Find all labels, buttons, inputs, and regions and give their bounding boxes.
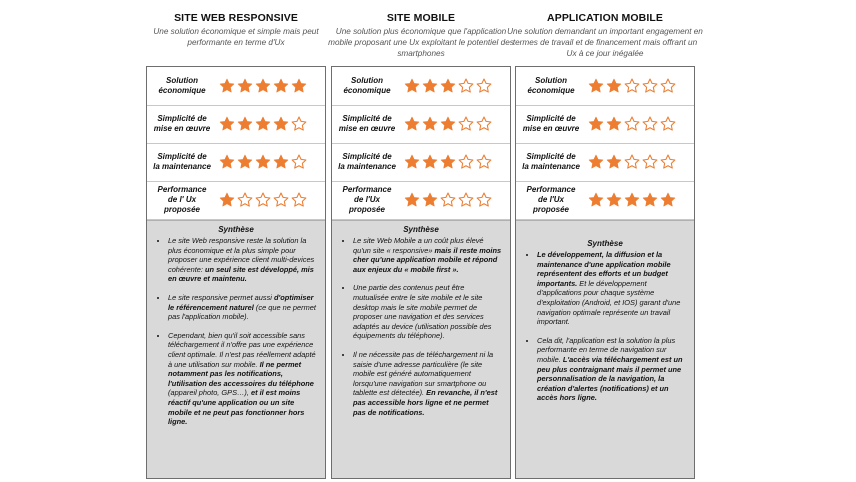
column-title: SITE WEB RESPONSIVE [174,12,298,24]
row-label: Simplicité de la maintenance [338,152,396,171]
star-rating [588,67,676,105]
rating-panel [146,66,326,479]
row-label: Performance de l' Ux proposée [157,185,207,214]
row-label: Simplicité de mise en œuvre [522,114,580,133]
row-label: Solution économique [343,76,391,95]
bullet-text-bold: et il est moins réactif qu'une application ou un site mobile et ne peut pas fonctionner hors ligne. [168,388,305,427]
synthese-box [516,220,694,478]
bullet-text: Cela dit, l'application est la solution la plus performante en terme de navigation sur mobile. [537,335,676,364]
star-outline-icon [624,116,640,132]
star-filled-icon [422,192,438,208]
rating-row-performance-ux [332,181,510,220]
star-outline-icon [458,154,474,170]
star-outline-icon [476,192,492,208]
row-label: Solution économique [527,76,575,95]
rating-row-maintenance [147,143,325,182]
star-filled-icon [404,192,420,208]
column-subtitle: Une solution demandant un important engagement en termes de travail et de financement mais offrant un Ux à ce jour inégalée [507,27,703,58]
bullet-text-bold: un seul site est développé, mis en œuvre et maintenu. [168,264,314,284]
bullet-text-bold: Il ne permet notamment pas les notifications, l'utilisation des accessoires du téléphone [168,359,314,388]
synthese-title: Synthèse [587,239,623,248]
bullet-text: Il ne nécessite pas de téléchargement ni la saisie d'une adresse particulière (le site mobile est généré automatiquement lorsqu'une navigation sur smartphone ou tablette est détectée). [353,349,494,398]
star-outline-icon [291,154,307,170]
synthese-box [332,220,510,478]
star-filled-icon [404,78,420,94]
synthese-list [524,250,686,403]
rating-row-economique [147,67,325,106]
star-outline-icon [255,192,271,208]
star-filled-icon [422,116,438,132]
star-filled-icon [624,192,640,208]
synthese-bullet [537,336,686,403]
bullet-text: (appareil photo, GPS…), [168,388,251,398]
bullet-text: Le site Web Mobile a un coût plus élevé qu'un site « responsive» [353,236,484,255]
row-label: Solution économique [158,76,206,95]
rating-row-performance-ux [147,181,325,220]
star-outline-icon [624,154,640,170]
star-filled-icon [606,192,622,208]
bullet-text-bold: mais il reste moins cher qu'une application mobile et répond aux enjeux du « mobile first ». [353,245,502,274]
bullet-text: Et le développement d'applications pour chaque système d'exploitation (Android, et IOS) garant d'une navigation optimale représente un travail important. [537,278,681,327]
synthese-bullet [353,236,502,274]
synthese-bullet [168,236,317,284]
star-filled-icon [606,78,622,94]
rating-row-performance-ux [516,181,694,220]
star-rating [219,67,307,105]
star-rating [219,143,307,181]
rating-panel [515,66,695,479]
synthese-bullet [168,293,317,322]
star-outline-icon [624,78,640,94]
bullet-text: Le site responsive permet aussi [168,292,274,302]
column-subtitle: Une solution plus économique que l'application mobile proposant une Ux exploitant le potentiel des smartphones [328,27,514,58]
star-rating [588,105,676,143]
star-outline-icon [440,192,456,208]
synthese-list [340,236,502,417]
star-outline-icon [476,116,492,132]
star-rating [219,181,307,219]
bullet-text: Cependant, bien qu'il soit accessible sans téléchargement il n'offre pas une expérience client optimale. Il n'est pas réellement adapté à une utilisation sur mobile. [168,330,316,369]
star-rating [404,181,492,219]
rating-row-economique [332,67,510,106]
rating-row-mise-en-oeuvre [332,105,510,144]
star-outline-icon [237,192,253,208]
rating-row-maintenance [516,143,694,182]
star-filled-icon [237,116,253,132]
star-filled-icon [422,78,438,94]
star-rating [404,143,492,181]
star-filled-icon [291,78,307,94]
bullet-text-bold: L'accès via téléchargement est un peu plus contraignant mais il permet une personnalisation de la navigation, la création d'alertes (notifications) et un accès hors ligne. [537,354,683,403]
bullet-text: (ce que ne permet pas l'application mobile). [168,302,316,322]
star-filled-icon [440,78,456,94]
synthese-list [155,236,317,427]
star-filled-icon [588,78,604,94]
star-rating [404,67,492,105]
star-outline-icon [660,154,676,170]
row-label: Performance de l'Ux proposée [342,185,392,214]
star-filled-icon [588,192,604,208]
star-filled-icon [440,154,456,170]
star-filled-icon [422,154,438,170]
star-outline-icon [291,116,307,132]
rating-row-maintenance [332,143,510,182]
rating-row-economique [516,67,694,106]
star-outline-icon [458,116,474,132]
star-filled-icon [660,192,676,208]
star-filled-icon [273,154,289,170]
star-filled-icon [440,116,456,132]
synthese-title: Synthèse [403,225,439,234]
star-rating [219,105,307,143]
star-rating [588,143,676,181]
star-outline-icon [476,154,492,170]
star-outline-icon [273,192,289,208]
star-outline-icon [291,192,307,208]
synthese-box [147,220,325,478]
star-outline-icon [660,116,676,132]
star-outline-icon [476,78,492,94]
star-filled-icon [255,154,271,170]
row-label: Simplicité de mise en œuvre [338,114,396,133]
synthese-bullet [353,283,502,341]
star-outline-icon [660,78,676,94]
star-filled-icon [588,154,604,170]
column-title: SITE MOBILE [386,12,456,24]
star-filled-icon [588,116,604,132]
star-filled-icon [219,116,235,132]
star-filled-icon [219,154,235,170]
column-header [323,12,519,59]
star-outline-icon [642,116,658,132]
star-filled-icon [219,78,235,94]
bullet-text-bold: En revanche, il n'est pas accessible hors ligne et ne permet pas de notifications. [353,388,498,417]
star-filled-icon [404,154,420,170]
star-filled-icon [404,116,420,132]
row-label: Performance de l'Ux proposée [526,185,576,214]
star-outline-icon [642,154,658,170]
synthese-bullet [537,250,686,327]
star-outline-icon [458,78,474,94]
row-label: Simplicité de mise en œuvre [153,114,211,133]
star-filled-icon [237,154,253,170]
column-header [138,12,334,48]
synthese-bullet [353,350,502,417]
synthese-title: Synthèse [218,225,254,234]
star-filled-icon [255,116,271,132]
star-filled-icon [642,192,658,208]
rating-row-mise-en-oeuvre [516,105,694,144]
star-filled-icon [273,78,289,94]
bullet-text-bold: d'optimiser le référencement naturel [168,292,314,312]
rating-panel [331,66,511,479]
star-outline-icon [458,192,474,208]
star-filled-icon [606,116,622,132]
star-filled-icon [237,78,253,94]
star-filled-icon [273,116,289,132]
star-filled-icon [255,78,271,94]
bullet-text: Une partie des contenus peut être mutualisée entre le site mobile et le site desktop mais le site mobile permet de proposer une navigation et des services adaptés au device (utilisation possible des équipements du téléphone). [353,283,492,341]
column-subtitle: Une solution économique et simple mais peut performante en terme d'Ux [153,27,319,47]
row-label: Simplicité de la maintenance [153,152,211,171]
star-filled-icon [606,154,622,170]
star-rating [588,181,676,219]
column-title: APPLICATION MOBILE [547,12,663,24]
rating-row-mise-en-oeuvre [147,105,325,144]
bullet-text: Le site Web responsive reste la solution la plus économique et la plus simple pour proposer une expérience client multi-devices cohérente: [168,236,315,274]
column-header [507,12,703,59]
star-rating [404,105,492,143]
star-filled-icon [219,192,235,208]
star-outline-icon [642,78,658,94]
row-label: Simplicité de la maintenance [522,152,580,171]
synthese-bullet [168,331,317,427]
bullet-text-bold: Le développement, la diffusion et la maintenance d'une application mobile représentent des efforts et un budget importants. [537,250,671,288]
